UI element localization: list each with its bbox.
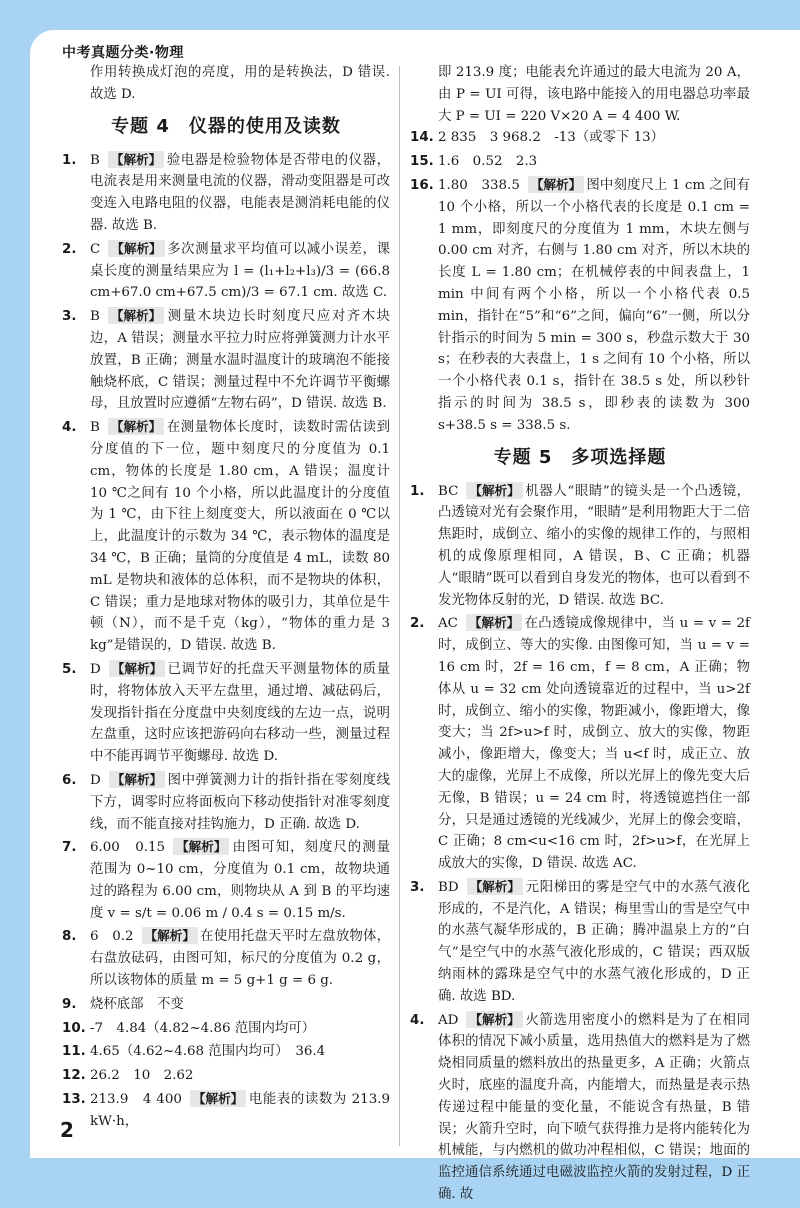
item-body: [90, 239, 390, 304]
analysis-text: 已调节好的托盘天平测量物体的质量时，将物体放入天平左盘里，通过增、减砝码后，发现指针指在分度盘中央刻度线的左边一点，说明左盘重，这时应该把游码向右移动一些，测量过程中不能再调节平衡螺母. 故选 D.: [90, 661, 390, 765]
analysis-text: 在凸透镜成像规律中，当 u = v = 2f 时，成倒立、等大的实像. 由图像可知，当 u = v = 16 cm 时，2f = 16 cm，f = 8 cm，A 正确；物体从 u = 32 cm 处向透镜靠近的过程中，当 u>2f 时，成倒立、缩小的实像，物距减小，像距增大，像变大；当 2f>u>f 时，成倒立、放大的实像，物距减小，像距增大，像变大；当 u<f 时，成正立、放大的虚像，光屏上不成像，所以光屏上的像先变大后无像，B 错误；u = 24 cm 时，将透镜遮挡住一部分，只是通过透镜的光线减少，光屏上的像会变暗，C 正确；8 cm<u<16 cm 时，2f>u>f，在光屏上成放大的实像，D 错误. 故选 AC.: [438, 616, 750, 872]
answer-key: AD: [438, 1012, 459, 1028]
answer-key: 2 835 3 968.2 -13（或零下 13）: [438, 130, 665, 146]
item-number: 7.: [62, 840, 77, 856]
answer-key: -7 4.84（4.82~4.86 范围内均可）: [90, 1020, 316, 1036]
answer-key: 26.2 10 2.62: [90, 1068, 194, 1084]
item-number: 4.: [62, 420, 77, 436]
analysis-text: 多次测量求平均值可以减小误差，课桌长度的测量结果应为 l = (l₁+l₂+l₃)/3 = (66.8 cm+67.0 cm+67.5 cm)/3 = 67.1 cm. 故选 C.: [90, 241, 390, 301]
answer-item: [62, 659, 390, 768]
answer-item: [62, 239, 390, 304]
analysis-text: 机器人“眼睛”的镜头是一个凸透镜，凸透镜对光有会聚作用，“眼睛”是利用物距大于二倍焦距时，成倒立、缩小的实像的规律工作的，与照相机的成像原理相同，A 错误，B、C 正确；机器人“眼睛”既可以看到自身发光的物体，也可以看到不发光物体反射的光，D 错误. 故选 BC.: [438, 483, 750, 608]
item-body: [90, 926, 390, 991]
answer-item: [62, 1041, 390, 1063]
answer-item: [410, 127, 750, 149]
analysis-text: 火箭选用密度小的燃料是为了在相同体积的情况下减小质量，选用热值大的燃料是为了燃烧相同质量的燃料放出的热量更多，A 正确；火箭点火时，底座的温度升高，内能增大，而热量是表示热传递过程中能量的变化量，不能说含有热量，B 错误；火箭升空时，向下喷气获得推力是将内能转化为机械能，与内燃机的做功冲程相似，C 错误；地面的监控通信系统通过电磁波监控火箭的发射过程，D 正确. 故: [438, 1012, 750, 1203]
item-number: 12.: [62, 1068, 86, 1084]
analysis-tag: 【解析】: [466, 1011, 522, 1028]
answer-key: AC: [438, 616, 458, 632]
item-number: 6.: [62, 772, 77, 788]
item-number: 4.: [410, 1012, 425, 1028]
item-number: 2.: [62, 241, 77, 257]
analysis-tag: 【解析】: [466, 482, 522, 499]
item-number: 5.: [62, 661, 77, 677]
answer-item: [62, 926, 390, 991]
item-number: 14.: [410, 130, 434, 146]
section-title: 专题 4 仪器的使用及读数: [111, 115, 341, 137]
item-number: 13.: [62, 1092, 86, 1108]
analysis-tag: 【解析】: [108, 307, 164, 324]
answer-key: BC: [438, 483, 459, 499]
item-number: 16.: [410, 177, 434, 193]
answer-item: [410, 877, 750, 1008]
analysis-text: 图中弹簧测力计的指针指在零刻度线下方，调零时应将面板向下移动使指针对准零刻度线，而不能直接对挂钩施力，D 正确. 故选 D.: [90, 772, 390, 832]
item-number: 3.: [62, 309, 77, 325]
item-number: 8.: [62, 929, 77, 945]
item-body: [90, 306, 390, 415]
right-column: [410, 62, 750, 1208]
analysis-tag: 【解析】: [108, 151, 164, 168]
analysis-text: 电能表的读数为 213.9 kW·h，: [90, 1092, 391, 1129]
answer-key: BD: [438, 879, 459, 895]
answer-item: [62, 1065, 390, 1087]
analysis-tag: 【解析】: [109, 660, 165, 677]
answer-key: 6.00 0.15: [90, 840, 166, 856]
item-body: [90, 994, 390, 1016]
item-body: [438, 877, 750, 1008]
answer-item: [410, 151, 750, 173]
item-number: 3.: [410, 879, 425, 895]
item-body: [438, 481, 750, 612]
answer-list: [410, 481, 750, 1206]
answer-key: 烧杯底部 不变: [90, 996, 184, 1012]
answer-item: [62, 306, 390, 415]
item-number: 10.: [62, 1020, 86, 1036]
analysis-text: 在测量物体长度时，读数时需估读到分度值的下一位，题中刻度尺的分度值为 0.1 cm，物体的长度是 1.80 cm，A 错误；温度计 10 ℃之间有 10 个小格，所以此温度计的分度值为 1 ℃，由下往上刻度变大，所以液面在 0 ℃以上，此温度计的示数为 34 ℃，表示物体的温度是 34 ℃，B 正确；量筒的分度值是 4 mL，读数 80 mL 是物块和液体的总体积，而不是物块的体积，C 错误；重力是地球对物体的吸引力，其单位是牛顿（N），而不是千克（kg），“物体的重力是 3 kg”是错误的，D 错误. 故选 B.: [90, 420, 390, 654]
item-number: 15.: [410, 154, 434, 170]
analysis-tag: 【解析】: [108, 418, 164, 435]
column-divider: [399, 66, 400, 1146]
item-body: [90, 150, 390, 237]
analysis-text: 测量木块边长时刻度尺应对齐木块边，A 错误；测量水平拉力时应将弹簧测力计水平放置，B 正确；测量水温时温度计的玻璃泡不能接触烧杯底，C 错误；测量过程中不允许调节平衡螺母，且放置时应遵循“左物右码”，D 错误. 故选 B.: [90, 309, 390, 412]
answer-item: [410, 1010, 750, 1206]
answer-key: D: [90, 772, 101, 788]
answer-key: D: [90, 661, 101, 677]
answer-item: [62, 994, 390, 1016]
item-body: [438, 151, 750, 173]
item-number: 11.: [62, 1044, 86, 1060]
analysis-tag: 【解析】: [467, 878, 523, 895]
answer-item: [410, 613, 750, 875]
analysis-tag: 【解析】: [109, 771, 165, 788]
left-column: [62, 62, 390, 1135]
analysis-text: 元阳梯田的雾是空气中的水蒸气液化形成的，不是汽化，A 错误；梅里雪山的雪是空气中的水蒸气凝华形成的，B 正确；腾冲温泉上方的“白气”是空气中的水蒸气液化形成的，C 错误；西双版纳雨林的露珠是空气中的水蒸气液化形成的，D 正确. 故选 BD.: [438, 879, 750, 1004]
answer-key: B: [90, 152, 100, 168]
answer-key: 6 0.2: [90, 929, 134, 945]
answer-item: [62, 837, 390, 924]
item-number: 2.: [410, 616, 425, 632]
answer-item: [410, 175, 750, 437]
item-number: 1.: [410, 483, 425, 499]
analysis-tag: 【解析】: [466, 614, 522, 631]
answer-item: [62, 1018, 390, 1040]
page-number: 2: [60, 1118, 74, 1142]
answer-item: [410, 481, 750, 612]
continuation-text: 作用转换成灯泡的亮度，用的是转换法，D 错误. 故选 D.: [90, 65, 390, 102]
item-body: [438, 127, 750, 149]
section-title: 专题 5 多项选择题: [493, 446, 667, 468]
item-number: 1.: [62, 152, 77, 168]
item-body: [90, 1065, 390, 1087]
answer-key: 213.9 4 400: [90, 1092, 182, 1108]
item-body: [90, 770, 390, 835]
answer-key: C: [90, 241, 101, 257]
analysis-text: 由图可知，刻度尺的测量范围为 0~10 cm，分度值为 0.1 cm，故物块通过的路程为 6.00 cm，则物块从 A 到 B 的平均速度 v = s/t = 0.06 m / 0.4 s = 0.15 m/s.: [90, 840, 391, 921]
answer-item: [62, 150, 390, 237]
item-number: 9.: [62, 996, 77, 1012]
answer-key: 1.6 0.52 2.3: [438, 154, 538, 170]
item-body: [438, 1010, 750, 1206]
item-body: [438, 613, 750, 875]
answer-key: 4.65（4.62~4.68 范围内均可） 36.4: [90, 1044, 326, 1060]
item-body: [90, 1041, 390, 1063]
answer-key: B: [90, 309, 100, 325]
analysis-text: 验电器是检验物体是否带电的仪器，电流表是用来测量电流的仪器，滑动变阻器是可改变连入电路电阻的仪器，电能表是测消耗电能的仪器. 故选 B.: [90, 152, 390, 233]
answer-item: [62, 417, 390, 657]
analysis-tag: 【解析】: [528, 176, 584, 193]
item-body: [90, 659, 390, 768]
answer-key: 1.80 338.5: [438, 177, 520, 193]
answer-list: [410, 127, 750, 436]
analysis-tag: 【解析】: [190, 1090, 246, 1107]
analysis-text: 在使用托盘天平时左盘放物体，右盘放砝码，由图可知，标尺的分度值为 0.2 g，所以该物体的质量 m = 5 g+1 g = 6 g.: [90, 929, 390, 989]
item-body: [90, 1089, 390, 1133]
item-body: [90, 1018, 390, 1040]
analysis-text: 图中刻度尺上 1 cm 之间有 10 个小格，所以一个小格代表的长度是 0.1 cm = 1 mm，即刻度尺的分度值为 1 mm，木块左侧与 0.00 cm 对齐，右侧与 1.80 cm 对齐，所以木块的长度 L = 1.80 cm；在机械停表的中间表盘上，1 min 中间有两个小格，所以一个小格代表 0.5 min，指针在“5”和“6”之间，偏向“6”一侧，所以分针指示的时间为 5 min = 300 s，秒盘示数大于 30 s；在秒表的大表盘上，1 s 之间有 10 个小格，所以一个小格代表 0.1 s，指针在 38.5 s 处，所以秒针指示的时间为 38.5 s，即秒表的读数为 300 s+38.5 s = 338.5 s.: [438, 177, 750, 433]
continuation-text: 即 213.9 度；电能表允许通过的最大电流为 20 A，由 P = UI 可得，该电路中能接入的用电器总功率最大 P = UI = 220 V×20 A = 4 400 W.: [438, 65, 750, 124]
answer-item: [62, 770, 390, 835]
answer-list: [62, 150, 390, 1133]
analysis-tag: 【解析】: [142, 927, 198, 944]
analysis-tag: 【解析】: [173, 838, 229, 855]
analysis-tag: 【解析】: [108, 240, 164, 257]
item-body: [90, 837, 390, 924]
running-head: 中考真题分类·物理: [62, 45, 184, 61]
item-body: [438, 175, 750, 437]
item-body: [90, 417, 390, 657]
answer-item: [62, 1089, 390, 1133]
answer-key: B: [90, 420, 100, 436]
